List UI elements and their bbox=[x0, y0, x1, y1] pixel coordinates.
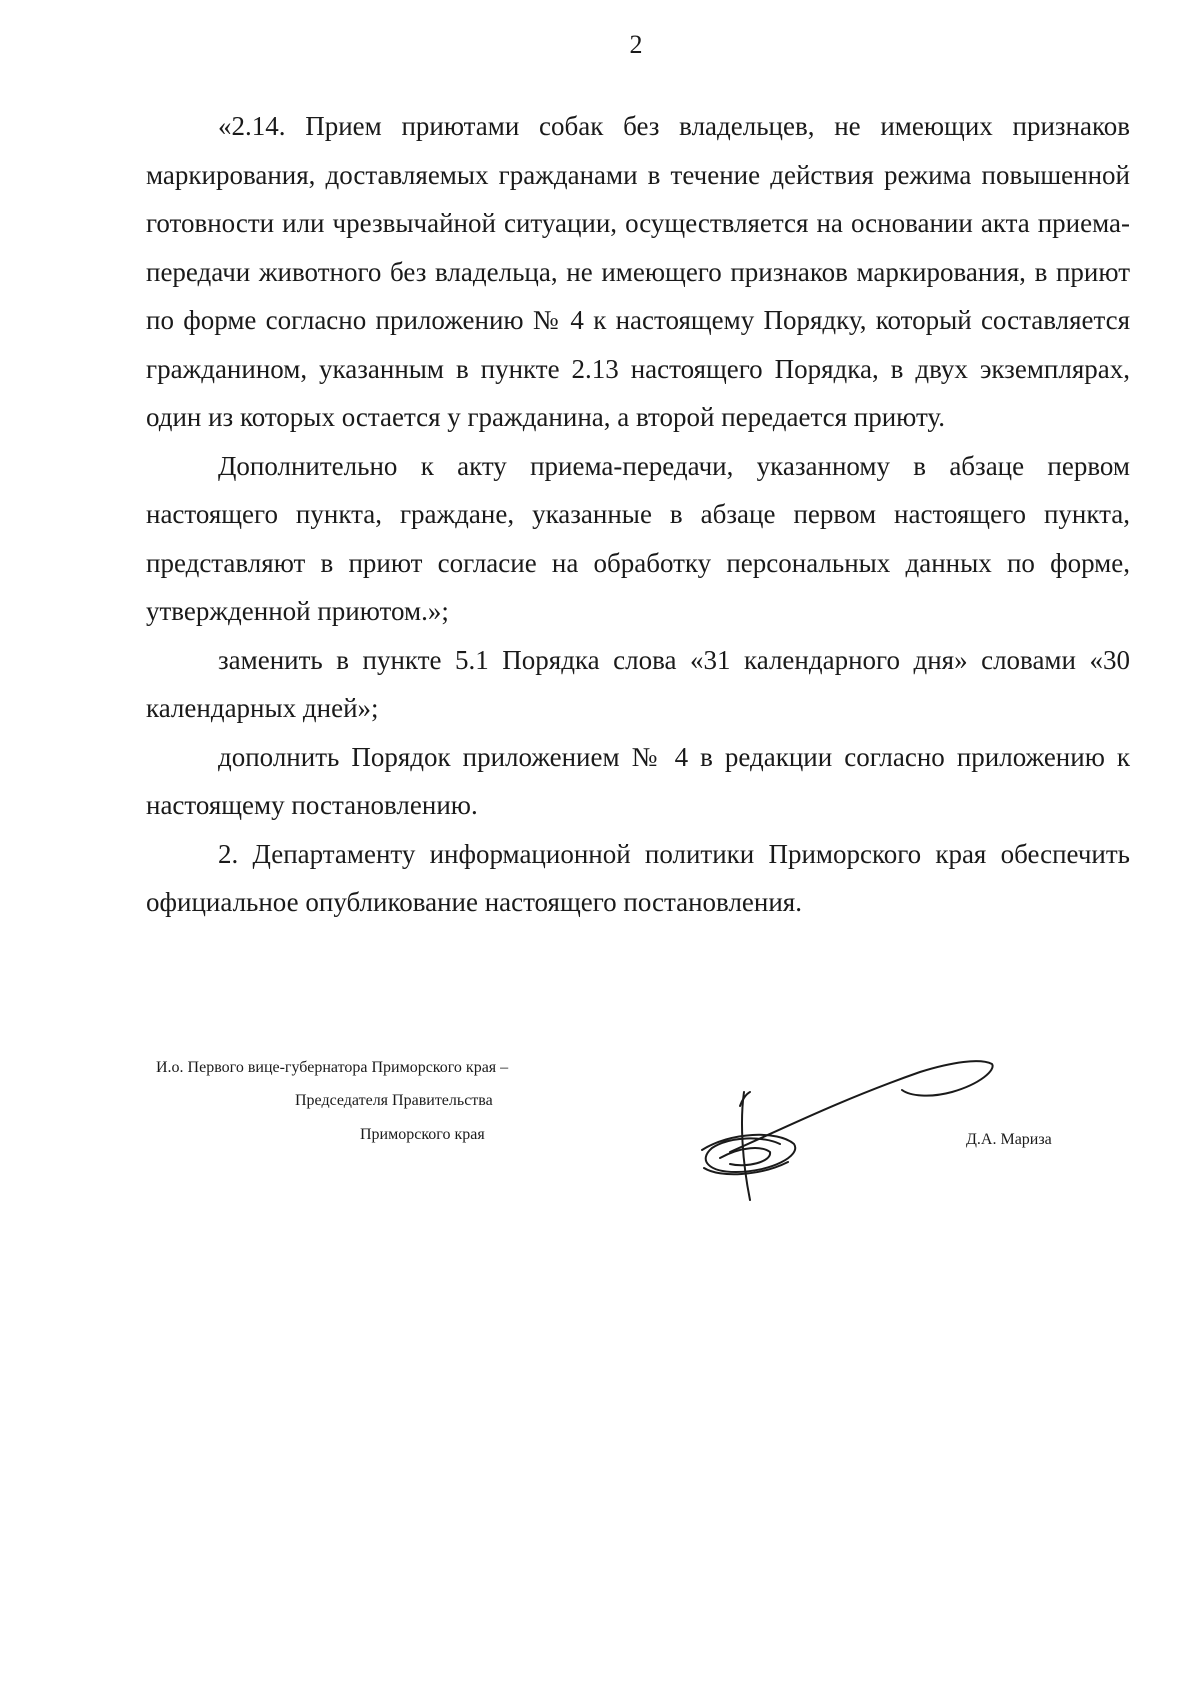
paragraph-add-appendix: дополнить Порядок приложением № 4 в редакции согласно приложению к настоящему постановлению. bbox=[146, 741, 1130, 820]
paragraph-additional-consent: Дополнительно к акту приема-передачи, указанному в абзаце первом настоящего пункта, граждане, указанные в абзаце первом настоящего пункта, представляют в приют согласие на обработку персональных данных по форме, утвержденной приютом.»; bbox=[146, 450, 1130, 626]
paragraph-2-14: «2.14. Прием приютами собак без владельцев, не имеющих признаков маркирования, доставляемых гражданами в течение действия режима повышенной готовности или чрезвычайной ситуации, осуществляется на основании акта приема-передачи животного без владельца, не имеющего признаков маркирования, в приют по форме согласно приложению № 4 к настоящему Порядку, который составляется гражданином, указанным в пункте 2.13 настоящего Порядка, в двух экземплярах, один из которых остается у гражданина, а второй передается приюту. bbox=[146, 111, 1130, 432]
signatory-name: Д.А. Мариза bbox=[966, 1131, 1052, 1148]
signatory-position-line3: Приморского края bbox=[360, 1126, 485, 1143]
document-body bbox=[146, 102, 1130, 927]
paragraph-replace-words: заменить в пункте 5.1 Порядка слова «31 календарного дня» словами «30 календарных дней»; bbox=[146, 644, 1130, 723]
signatory-position-line1: И.о. Первого вице-губернатора Приморского края – bbox=[156, 1059, 509, 1076]
paragraph-publication: 2. Департаменту информационной политики Приморского края обеспечить официальное опубликование настоящего постановления. bbox=[146, 838, 1130, 917]
page-number: 2 bbox=[629, 30, 643, 59]
signatory-position-line2: Председателя Правительства bbox=[295, 1092, 493, 1109]
